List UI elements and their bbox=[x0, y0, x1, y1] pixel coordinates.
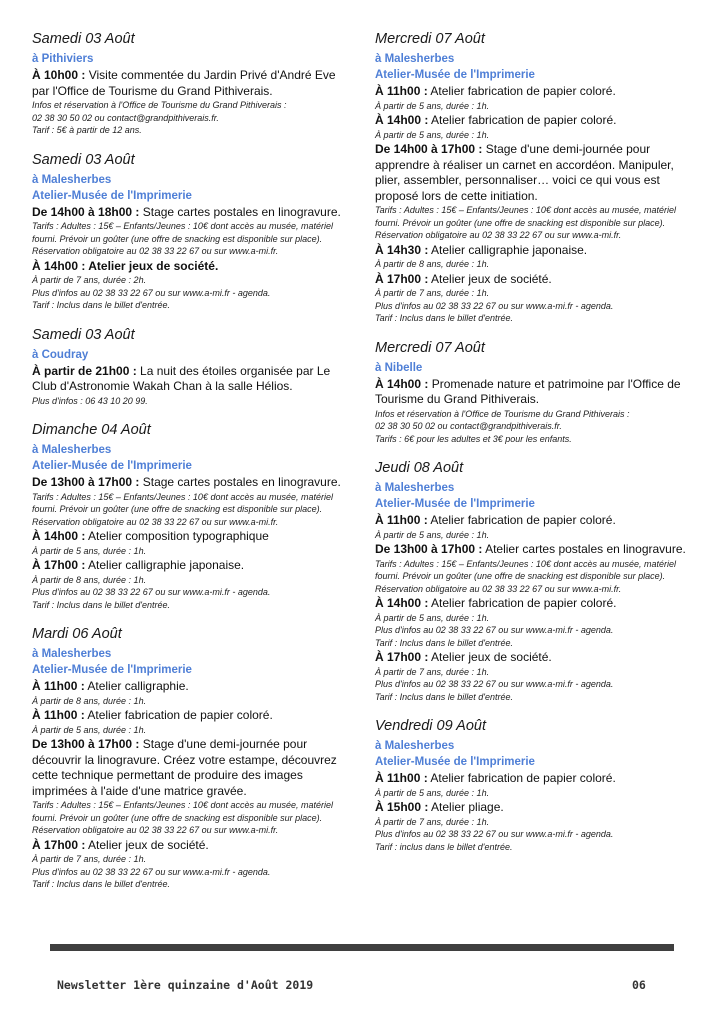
event-day-section bbox=[32, 421, 352, 611]
event-note: À partir de 8 ans, durée : 1h. bbox=[32, 695, 147, 706]
event-time: À 14h30 : bbox=[375, 242, 429, 257]
event-time: De 13h00 à 17h00 : bbox=[32, 475, 140, 489]
event-day-section bbox=[375, 30, 695, 325]
event-note: Plus d'infos au 02 38 33 22 67 ou sur www.a-mi.fr - agenda. bbox=[32, 866, 271, 877]
event-description: Stage d'une demi-journée pour apprendre à réaliser un carnet en accordéon. Manipuler, plier, assembler, personnaliser… voici ce qui vous est proposé lors de cette initiation. bbox=[375, 142, 674, 203]
event-time: À 14h00 : bbox=[32, 529, 86, 543]
event-day-section bbox=[32, 30, 352, 137]
event-date: Samedi 03 Août bbox=[32, 326, 135, 343]
event-item bbox=[32, 259, 352, 275]
event-description: Atelier calligraphie japonaise. bbox=[428, 242, 588, 257]
page-number: 06 bbox=[632, 978, 646, 992]
event-note: À partir de 5 ans, durée : 1h. bbox=[375, 129, 490, 140]
event-note: Tarif : 5€ à partir de 12 ans. bbox=[32, 125, 142, 135]
event-item bbox=[32, 838, 352, 854]
event-description: Promenade nature et patrimoine par l'Office de Tourisme du Grand Pithiverais. bbox=[375, 376, 681, 406]
event-location: à Malesherbes bbox=[32, 173, 112, 186]
event-day-section bbox=[32, 151, 352, 312]
event-day-section bbox=[375, 717, 695, 853]
event-note: Tarifs : Adultes : 15€ – Enfants/Jeunes : 10€ dont accès au musée, matériel fourni. Prévoir un goûter (une offre de snacking est disponible sur place). bbox=[32, 491, 334, 514]
event-time: À 11h00 : bbox=[375, 771, 428, 785]
event-location: à Coudray bbox=[32, 348, 89, 361]
event-note: Infos et réservation à l'Office de Tourisme du Grand Pithiverais : bbox=[32, 100, 287, 110]
event-location: à Nibelle bbox=[375, 361, 423, 374]
event-item bbox=[375, 272, 695, 288]
event-time: À 14h00 : bbox=[375, 596, 429, 610]
event-date: Mercredi 07 Août bbox=[375, 339, 485, 356]
event-time: De 14h00 à 17h00 : bbox=[375, 142, 483, 156]
event-location: à Malesherbes bbox=[375, 482, 455, 494]
event-note: Plus d'infos au 02 38 33 22 67 ou sur www.a-mi.fr - agenda. bbox=[375, 829, 614, 839]
event-note: À partir de 7 ans, durée : 1h. bbox=[375, 816, 490, 827]
event-item bbox=[375, 800, 695, 816]
event-note: Tarifs : 6€ pour les adultes et 3€ pour les enfants. bbox=[375, 433, 572, 444]
event-item bbox=[32, 475, 352, 491]
event-note: Infos et réservation à l'Office de Tourisme du Grand Pithiverais : bbox=[375, 408, 630, 419]
event-description: Atelier fabrication de papier coloré. bbox=[427, 771, 616, 785]
event-note: Réservation obligatoire au 02 38 33 22 67 ou sur www.a-mi.fr. bbox=[32, 825, 279, 835]
event-description: Atelier jeux de société. bbox=[428, 271, 552, 286]
event-note: Plus d'infos au 02 38 33 22 67 ou sur www.a-mi.fr - agenda. bbox=[375, 679, 614, 689]
event-item bbox=[375, 113, 695, 129]
event-item bbox=[375, 771, 695, 787]
event-time: À 17h00 : bbox=[32, 558, 86, 572]
event-date: Jeudi 08 Août bbox=[375, 460, 464, 476]
event-note: À partir de 7 ans, durée : 2h. bbox=[32, 275, 147, 285]
event-date: Vendredi 09 Août bbox=[375, 718, 486, 734]
event-date: Mercredi 07 Août bbox=[375, 31, 485, 47]
event-note: À partir de 7 ans, durée : 1h. bbox=[32, 854, 147, 864]
event-item bbox=[32, 68, 352, 99]
event-time: À 11h00 : bbox=[375, 84, 428, 98]
event-day-section bbox=[375, 459, 695, 703]
footer-title: Newsletter 1ère quinzaine d'Août 2019 bbox=[57, 978, 314, 992]
event-note: Réservation obligatoire au 02 38 33 22 67 ou sur www.a-mi.fr. bbox=[375, 583, 622, 594]
event-description: Atelier fabrication de papier coloré. bbox=[427, 513, 616, 527]
event-description: Atelier fabrication de papier coloré. bbox=[84, 708, 273, 722]
event-location: à Malesherbes bbox=[375, 53, 455, 65]
event-note: À partir de 5 ans, durée : 1h. bbox=[32, 724, 147, 735]
event-note: À partir de 5 ans, durée : 1h. bbox=[375, 787, 490, 798]
event-item bbox=[375, 650, 695, 666]
event-day-section bbox=[32, 326, 352, 408]
event-description: Atelier fabrication de papier coloré. bbox=[428, 596, 617, 610]
event-note: À partir de 5 ans, durée : 1h. bbox=[32, 545, 147, 556]
event-note: Plus d'infos au 02 38 33 22 67 ou sur www.a-mi.fr - agenda. bbox=[375, 300, 614, 311]
event-description: Stage cartes postales en linogravure. bbox=[139, 475, 341, 489]
event-description: Atelier fabrication de papier coloré. bbox=[428, 113, 617, 127]
event-venue: Atelier-Musée de l'Imprimerie bbox=[375, 69, 535, 81]
event-item bbox=[32, 205, 352, 221]
event-description: Stage d'une demi-journée pour découvrir la linogravure. Créez votre estampe, découvrez cette technique permettant de produire des images imprimées à l'aide d'une matrice gravée. bbox=[32, 737, 337, 798]
event-note: À partir de 5 ans, durée : 1h. bbox=[375, 529, 490, 540]
event-time: À 11h00 : bbox=[32, 708, 85, 722]
event-note: 02 38 30 50 02 ou contact@grandpithiverais.fr. bbox=[32, 112, 219, 123]
event-location: à Malesherbes bbox=[375, 740, 455, 752]
event-note: Tarif : Inclus dans le billet d'entrée. bbox=[375, 691, 513, 702]
event-note: Plus d'infos au 02 38 33 22 67 ou sur www.a-mi.fr - agenda. bbox=[32, 287, 271, 298]
event-time: À 11h00 : bbox=[375, 513, 428, 527]
event-note: Plus d'infos au 02 38 33 22 67 ou sur www.a-mi.fr - agenda. bbox=[375, 625, 614, 635]
event-description: La nuit des étoiles organisée par Le Club d'Astronomie Wakah Chan à la salle Hélios. bbox=[32, 363, 331, 393]
event-note: À partir de 5 ans, durée : 1h. bbox=[375, 612, 490, 623]
event-note: À partir de 8 ans, durée : 1h. bbox=[32, 574, 147, 585]
event-date: Samedi 03 Août bbox=[32, 151, 135, 168]
event-note: Tarifs : Adultes : 15€ – Enfants/Jeunes : 10€ dont accès au musée, matériel fourni. Prévoir un goûter (une offre de snacking est disponible sur place). bbox=[375, 205, 677, 228]
event-location: à Malesherbes bbox=[32, 444, 112, 456]
event-time: De 14h00 à 18h00 : bbox=[32, 204, 140, 219]
event-date: Samedi 03 Août bbox=[32, 31, 135, 47]
left-column bbox=[32, 30, 352, 905]
event-description: Atelier calligraphie japonaise. bbox=[85, 558, 245, 572]
event-item bbox=[32, 737, 352, 799]
event-venue: Atelier-Musée de l'Imprimerie bbox=[32, 460, 192, 472]
event-note: Réservation obligatoire au 02 38 33 22 67 ou sur www.a-mi.fr. bbox=[32, 516, 279, 527]
event-location: à Malesherbes bbox=[32, 648, 112, 660]
event-time: À 15h00 : bbox=[375, 800, 429, 814]
event-item bbox=[375, 596, 695, 612]
event-note: Plus d'infos au 02 38 33 22 67 ou sur www.a-mi.fr - agenda. bbox=[32, 587, 271, 597]
event-date: Dimanche 04 Août bbox=[32, 422, 151, 438]
event-note: À partir de 7 ans, durée : 1h. bbox=[375, 288, 490, 298]
event-description: Atelier composition typographique bbox=[85, 529, 269, 543]
event-note: Tarif : Inclus dans le billet d'entrée. bbox=[32, 879, 170, 889]
event-venue: Atelier-Musée de l'Imprimerie bbox=[32, 189, 192, 202]
event-note: Plus d'infos : 06 43 10 20 99. bbox=[32, 395, 148, 406]
event-time: À 11h00 : bbox=[32, 679, 85, 693]
event-location: à Pithiviers bbox=[32, 53, 94, 65]
event-note: Tarif : Inclus dans le billet d'entrée. bbox=[375, 313, 513, 323]
event-note: À partir de 8 ans, durée : 1h. bbox=[375, 259, 490, 269]
event-time: À partir de 21h00 : bbox=[32, 363, 137, 378]
event-day-section bbox=[32, 625, 352, 891]
event-time: À 17h00 : bbox=[375, 650, 429, 664]
event-description: Visite commentée du Jardin Privé d'André Eve par l'Office de Tourisme du Grand Pithiverais. bbox=[32, 68, 336, 98]
footer-divider bbox=[50, 944, 674, 951]
event-note: À partir de 7 ans, durée : 1h. bbox=[375, 666, 490, 677]
event-item bbox=[32, 364, 352, 395]
event-note: Tarifs : Adultes : 15€ – Enfants/Jeunes : 10€ dont accès au musée, matériel fourni. Prévoir un goûter (une offre de snacking est disponible sur place). bbox=[375, 558, 677, 581]
event-note: Tarif : Inclus dans le billet d'entrée. bbox=[32, 300, 170, 310]
event-description: Atelier jeux de société. bbox=[428, 650, 552, 664]
event-time: À 14h00 : bbox=[375, 376, 429, 391]
event-description: Atelier cartes postales en linogravure. bbox=[482, 542, 686, 556]
event-description: Atelier jeux de société. bbox=[85, 837, 209, 852]
event-item bbox=[375, 84, 695, 100]
event-time: À 10h00 : bbox=[32, 68, 86, 82]
event-item bbox=[32, 679, 352, 695]
right-column bbox=[375, 30, 695, 867]
event-item bbox=[375, 542, 695, 558]
event-venue: Atelier-Musée de l'Imprimerie bbox=[375, 498, 535, 510]
event-time: De 13h00 à 17h00 : bbox=[32, 737, 140, 751]
event-item bbox=[375, 142, 695, 204]
event-note: Tarif : inclus dans le billet d'entrée. bbox=[375, 841, 513, 852]
event-description: Atelier pliage. bbox=[428, 800, 504, 814]
event-time: À 14h00 : bbox=[375, 113, 429, 127]
event-time: De 13h00 à 17h00 : bbox=[375, 542, 483, 556]
event-description: Atelier calligraphie. bbox=[84, 679, 189, 693]
event-note: Tarifs : Adultes : 15€ – Enfants/Jeunes : 10€ dont accès au musée, matériel fourni. Prévoir un goûter (une offre de snacking est disponible sur place). bbox=[32, 800, 334, 823]
event-venue: Atelier-Musée de l'Imprimerie bbox=[32, 664, 192, 676]
event-item bbox=[375, 513, 695, 529]
event-note: Réservation obligatoire au 02 38 33 22 67 ou sur www.a-mi.fr. bbox=[375, 230, 622, 240]
event-item bbox=[32, 558, 352, 574]
event-venue: Atelier-Musée de l'Imprimerie bbox=[375, 756, 535, 768]
event-item bbox=[32, 708, 352, 724]
event-date: Mardi 06 Août bbox=[32, 626, 122, 642]
event-day-section bbox=[375, 339, 695, 446]
event-note: À partir de 5 ans, durée : 1h. bbox=[375, 100, 490, 111]
event-item bbox=[375, 377, 695, 408]
event-note: Réservation obligatoire au 02 38 33 22 67 ou sur www.a-mi.fr. bbox=[32, 246, 279, 256]
event-description: Stage cartes postales en linogravure. bbox=[139, 204, 341, 219]
event-note: 02 38 30 50 02 ou contact@grandpithiverais.fr. bbox=[375, 421, 562, 431]
event-note: Tarif : Inclus dans le billet d'entrée. bbox=[375, 637, 513, 648]
event-description: Atelier fabrication de papier coloré. bbox=[427, 84, 616, 98]
event-note: Tarif : Inclus dans le billet d'entrée. bbox=[32, 599, 170, 610]
event-time: À 17h00 : bbox=[375, 271, 429, 286]
event-note: Tarifs : Adultes : 15€ – Enfants/Jeunes : 10€ dont accès au musée, matériel fourni. Prévoir un goûter (une offre de snacking est disponible sur place). bbox=[32, 221, 334, 244]
event-time: À 17h00 : bbox=[32, 837, 86, 852]
event-time: À 14h00 : Atelier jeux de société. bbox=[32, 258, 219, 273]
event-item bbox=[32, 529, 352, 545]
event-item bbox=[375, 243, 695, 259]
